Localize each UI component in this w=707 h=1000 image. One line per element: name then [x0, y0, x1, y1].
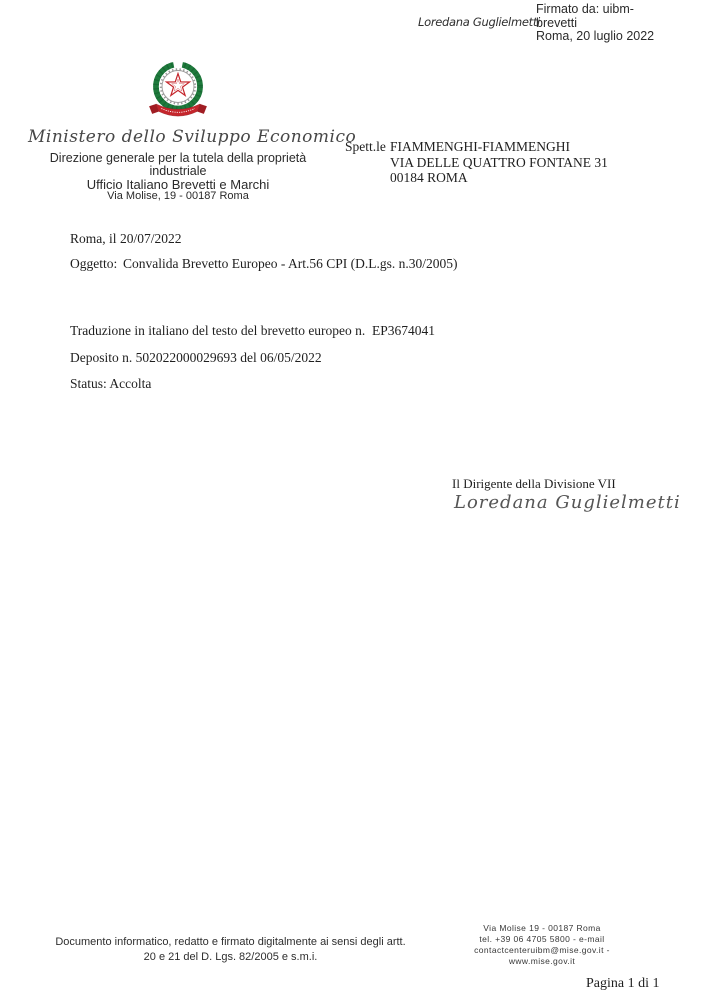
ministry-name: Ministero dello Sviluppo Economico	[28, 127, 357, 147]
subject-label: Oggetto:	[70, 256, 118, 271]
recipient-block	[390, 139, 608, 186]
stamp-line-entity: brevetti	[536, 15, 577, 30]
directorate-line1: Direzione generale per la tutela della proprietà	[49, 151, 307, 165]
stamp-signer-name: Loredana Guglielmetti	[418, 15, 540, 29]
body-status-line: Status: Accolta	[70, 376, 152, 391]
recipient-name: FIAMMENGHI-FIAMMENGHI	[390, 139, 570, 154]
footer-legal-notice	[38, 935, 423, 964]
contact-email: contactcenteruibm@mise.gov.it -	[474, 945, 610, 955]
signature-script: Loredana Guglielmetti	[454, 492, 681, 513]
recipient-salutation: Spett.le	[345, 139, 386, 154]
contact-website: www.mise.gov.it	[508, 956, 576, 966]
subject-text: Convalida Brevetto Europeo - Art.56 CPI (D.L.gs. n.30/2005)	[123, 256, 458, 271]
stamp-details	[536, 3, 654, 44]
page-number: Pagina 1 di 1	[586, 976, 660, 991]
letter-date: 20/07/2022	[120, 231, 182, 246]
italian-republic-emblem-icon	[140, 56, 216, 123]
footer-contact-info	[458, 923, 626, 967]
stamp-line-signed-by: Firmato da: uibm-	[536, 2, 634, 16]
recipient-address-line1: VIA DELLE QUATTRO FONTANE 31	[390, 154, 608, 170]
date-line	[70, 231, 182, 247]
signer-role: Il Dirigente della Divisione VII	[452, 476, 616, 491]
office-name: Ufficio Italiano Brevetti e Marchi	[86, 177, 270, 192]
body-translation-line: Traduzione in italiano del testo del brevetto europeo n. EP3674041	[70, 323, 436, 338]
place-label: Roma, il	[70, 231, 117, 246]
stamp-line-place-date: Roma, 20 luglio 2022	[536, 29, 655, 43]
directorate-line2: industriale	[149, 164, 207, 178]
contact-address: Via Molise 19 - 00187 Roma	[483, 923, 601, 933]
contact-phone: tel. +39 06 4705 5800 - e-mail	[479, 934, 605, 944]
subject-line	[70, 256, 457, 272]
legal-line2: 20 e 21 del D. Lgs. 82/2005 e s.m.i.	[143, 950, 318, 963]
body-deposit-line: Deposito n. 502022000029693 del 06/05/2022	[70, 350, 322, 365]
recipient-address-line2: 00184 ROMA	[390, 170, 468, 185]
legal-line1: Documento informatico, redatto e firmato digitalmente ai sensi degli artt.	[55, 936, 406, 948]
office-address: Via Molise, 19 - 00187 Roma	[107, 190, 249, 202]
